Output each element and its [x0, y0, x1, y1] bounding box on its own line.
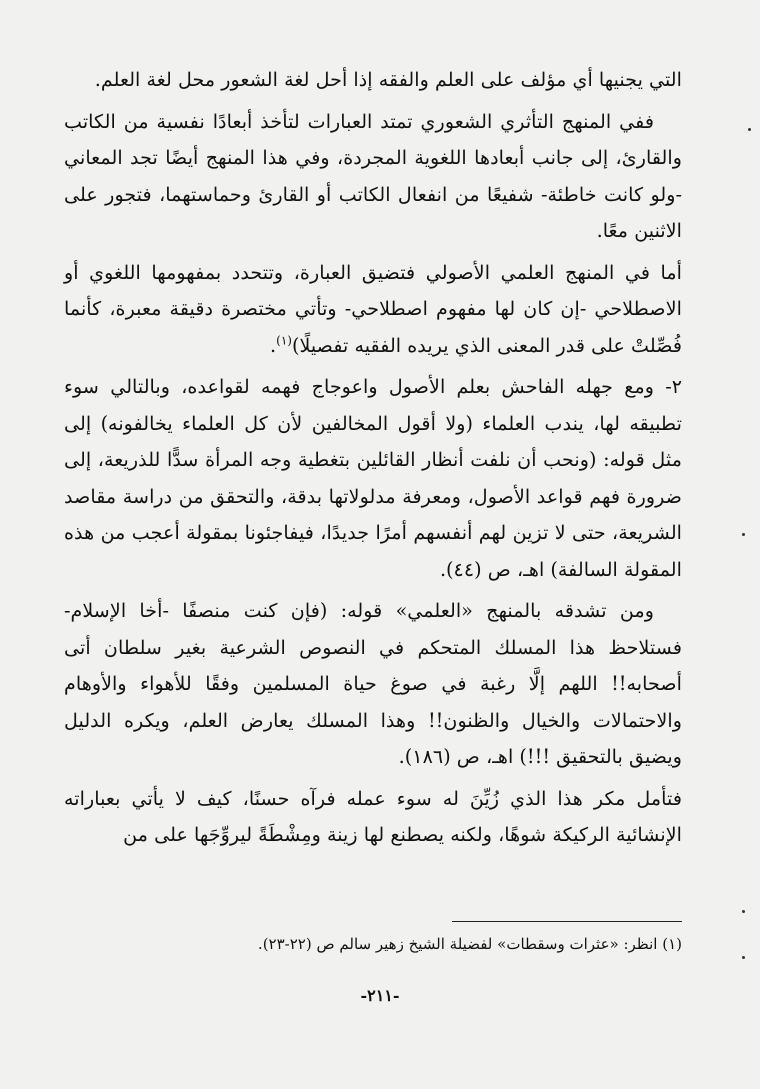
- footnote-divider: [452, 921, 682, 922]
- scan-speck: [742, 956, 745, 959]
- paragraph-4-text: ٢- ومع جهله الفاحش بعلم الأصول واعوجاج فهمه لقواعده، وبالتالي سوء تطبيقه لها، يندب العلماء (ولا أقول المخالفين لأن كل العلماء يخالفونه) إلى مثل قوله: (ونحب أن نلفت أنظار القائلين بتغطية وجه المرأة سدًّا للذريعة، إلى ضرورة فهم قواعد الأصول، ومعرفة مدلولاتها بدقة، والتحقق من دراسة مقاصد الشريعة، حتى لا تزين لهم أنفسهم أمرًا جديدًا، فيفاجئونا بمقولة أعجب من هذه المقولة السالفة) اهـ، ص (٤٤).: [64, 375, 682, 581]
- scan-speck: [742, 910, 745, 913]
- paragraph-2: [64, 104, 682, 250]
- scan-speck: [748, 128, 751, 131]
- paragraph-6: [64, 781, 682, 854]
- paragraph-5-text: ومن تشدقه بالمنهج «العلمي» قوله: (فإن كنت منصفًا -أخا الإسلام- فستلاحظ هذا المسلك المتحكم في النصوص الشرعية بغير سلطان أتى أصحابه!! اللهم إلَّا رغبة في صوغ حياة المسلمين وفقًا للأهواء والأوهام والاحتمالات والخيال والظنون!! وهذا المسلك يعارض العلم، ويكره الدليل ويضيق بالتحقيق !!!) اهـ، ص (١٨٦).: [64, 599, 682, 768]
- paragraph-1-text: التي يجنيها أي مؤلف على العلم والفقه إذا أحل لغة الشعور محل لغة العلم.: [94, 68, 682, 91]
- paragraph-3-text: أما في المنهج العلمي الأصولي فتضيق العبارة، وتتحدد بمفهومها اللغوي أو الاصطلاحي -إن كان لها مفهوم اصطلاحي- وتأتي مختصرة دقيقة معبرة، كأنما فُصِّلتْ على قدر المعنى الذي يريده الفقيه تفصيلًا): [64, 260, 682, 357]
- paragraph-4: [64, 369, 682, 588]
- page-body: [64, 62, 682, 854]
- paragraph-3: [64, 255, 682, 365]
- page-number: -٢١١-: [360, 986, 400, 1005]
- paragraph-2-text: ففي المنهج التأثري الشعوري تمتد العبارات لتأخذ أبعادًا نفسية من الكاتب والقارئ، إلى جانب أبعادها اللغوية المجردة، وفي هذا المنهج أيضًا تجد المعاني -ولو كانت خاطئة- شفيعًا من انفعال الكاتب أو القارئ وحماستهما، فتجور على الاثنين معًا.: [64, 109, 682, 242]
- scan-speck: [742, 533, 745, 536]
- footnote: (١) انظر: «عثرات وسقطات» لفضيلة الشيخ زهير سالم ص (٢٢-٢٣).: [257, 935, 682, 953]
- paragraph-6-text: فتأمل مكر هذا الذي زُيِّنَ له سوء عمله فرآه حسنًا، كيف لا يأتي بعباراته الإنشائية الركيكة شوهًا، ولكنه يصطنع لها زينة ومِشْطَةً ليروِّجَها على من: [64, 786, 682, 846]
- paragraph-5: [64, 593, 682, 776]
- paragraph-1: [64, 62, 682, 99]
- footnote-reference[interactable]: (١): [276, 333, 292, 348]
- paragraph-3-tail: .: [270, 333, 277, 357]
